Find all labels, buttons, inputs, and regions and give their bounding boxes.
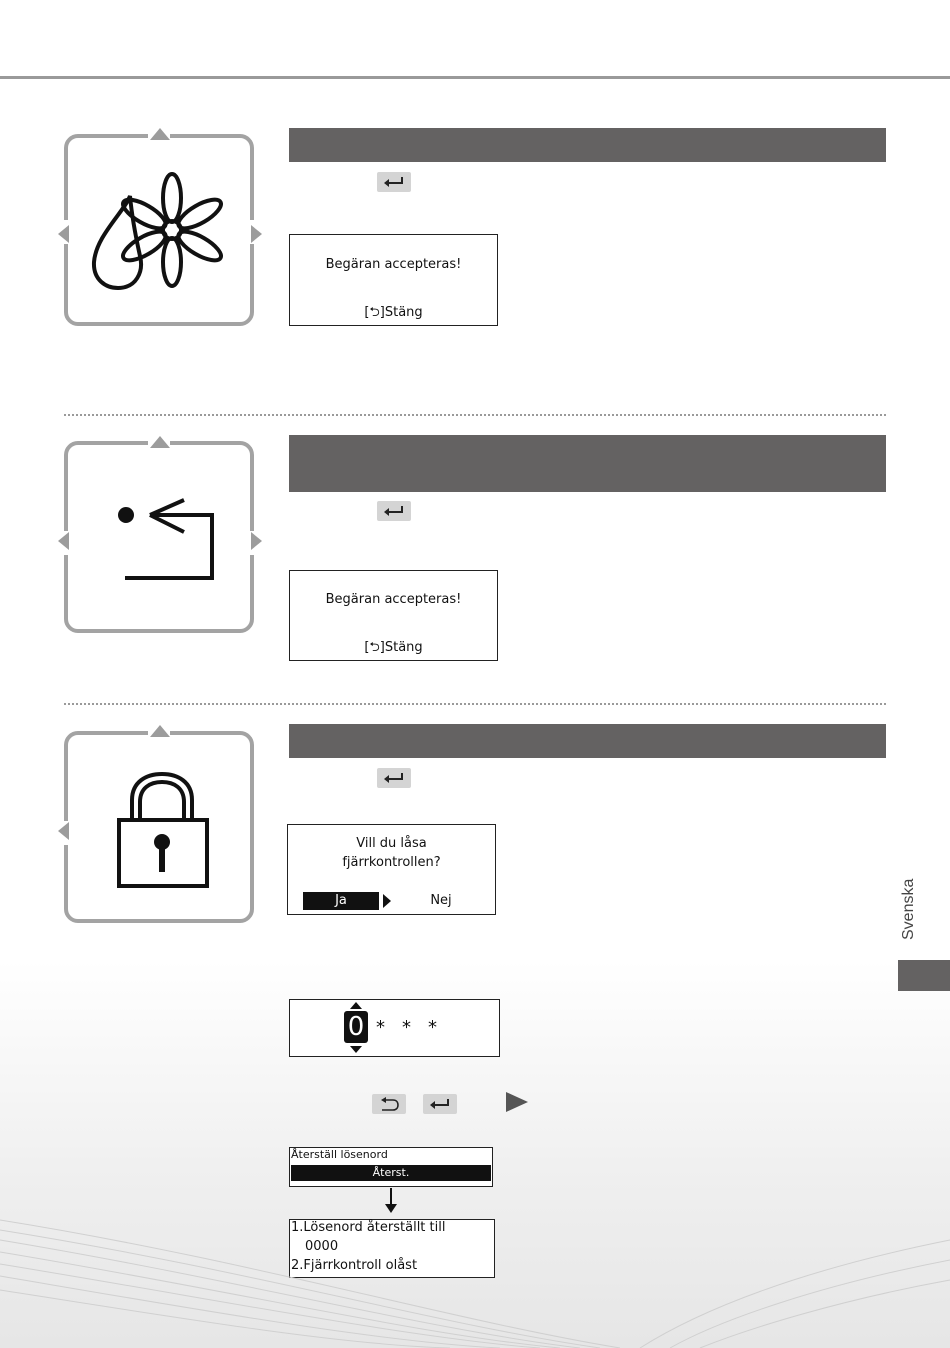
language-tab bbox=[898, 960, 950, 991]
lock-icon bbox=[112, 770, 212, 892]
lock-confirm-dialog bbox=[287, 824, 496, 915]
digit-down-icon[interactable] bbox=[350, 1046, 362, 1053]
password-digit[interactable]: 0 bbox=[344, 1011, 368, 1043]
arrow-left-icon bbox=[58, 532, 69, 550]
lcd-dialog bbox=[289, 570, 498, 661]
result-line1: 1.Lösenord återställt till bbox=[291, 1220, 446, 1235]
reset-menu-title: Återställ lösenord bbox=[291, 1148, 388, 1161]
section-divider bbox=[64, 414, 886, 416]
masked-digit: * bbox=[402, 1017, 411, 1038]
section-header-bar bbox=[289, 435, 886, 492]
reset-option[interactable]: Återst. bbox=[291, 1165, 491, 1181]
result-line3: 2.Fjärrkontroll olåst bbox=[291, 1258, 418, 1273]
right-key-icon bbox=[506, 1092, 528, 1112]
language-tab-label: Svenska bbox=[900, 878, 917, 940]
arrow-up-icon bbox=[150, 725, 170, 737]
section-header-bar bbox=[289, 724, 886, 758]
decorative-swoosh bbox=[0, 1200, 950, 1348]
section-header-bar bbox=[289, 128, 886, 162]
confirm-question-line2: fjärrkontrollen? bbox=[342, 855, 441, 870]
enter-key-icon bbox=[377, 501, 411, 521]
enter-key-icon bbox=[377, 172, 411, 192]
back-key-icon bbox=[372, 1094, 406, 1114]
password-entry-display bbox=[289, 999, 500, 1057]
masked-digit: * bbox=[428, 1017, 437, 1038]
enter-key-icon bbox=[377, 768, 411, 788]
caret-right-icon bbox=[383, 894, 391, 908]
dialog-close-label: [⮌]Stäng bbox=[364, 640, 423, 655]
top-rule bbox=[0, 76, 950, 79]
arrow-left-icon bbox=[58, 822, 69, 840]
dialog-message: Begäran accepteras! bbox=[325, 257, 462, 272]
droplet-flower-icon bbox=[84, 168, 234, 298]
arrow-up-icon bbox=[150, 436, 170, 448]
digit-up-icon[interactable] bbox=[350, 1002, 362, 1009]
dialog-message: Begäran accepteras! bbox=[325, 592, 462, 607]
arrow-up-icon bbox=[150, 128, 170, 140]
result-line2: 0000 bbox=[305, 1239, 339, 1254]
masked-digit: * bbox=[376, 1017, 385, 1038]
lcd-dialog bbox=[289, 234, 498, 326]
yes-option[interactable]: Ja bbox=[303, 892, 379, 910]
no-option[interactable]: Nej bbox=[430, 893, 452, 908]
reset-password-menu bbox=[289, 1147, 493, 1187]
arrow-right-icon bbox=[251, 225, 262, 243]
dialog-close-label: [⮌]Stäng bbox=[364, 305, 423, 320]
confirm-question-line1: Vill du låsa bbox=[356, 836, 427, 851]
arrow-left-icon bbox=[58, 225, 69, 243]
section-divider bbox=[64, 703, 886, 705]
arrow-right-icon bbox=[251, 532, 262, 550]
enter-key-icon bbox=[423, 1094, 457, 1114]
return-arrow-icon bbox=[110, 496, 220, 586]
